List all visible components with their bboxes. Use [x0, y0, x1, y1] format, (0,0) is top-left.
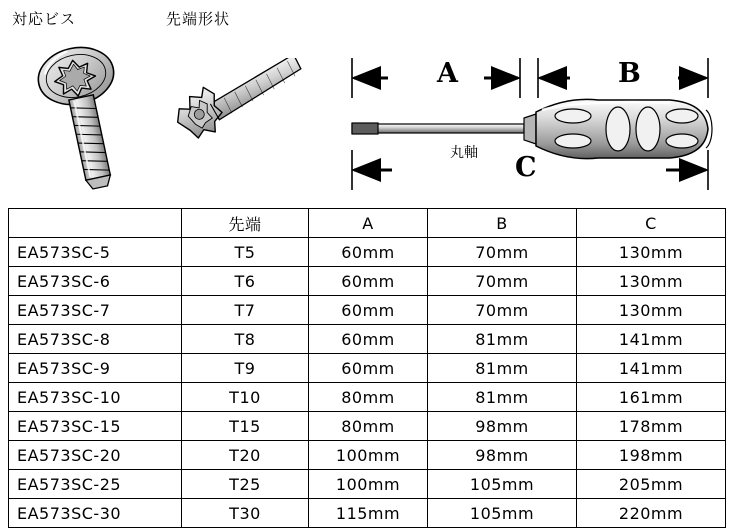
cell-c: 130mm: [577, 267, 726, 296]
cell-tip: T7: [182, 296, 309, 325]
cell-tip: T8: [182, 325, 309, 354]
dimension-letter-a: A: [437, 58, 458, 89]
cell-b: 70mm: [428, 267, 577, 296]
cell-b: 81mm: [428, 325, 577, 354]
cell-c: 130mm: [577, 238, 726, 267]
cell-a: 60mm: [309, 325, 428, 354]
cell-c: 220mm: [577, 499, 726, 528]
cell-c: 130mm: [577, 296, 726, 325]
cell-model: EA573SC-10: [9, 383, 182, 412]
cell-a: 60mm: [309, 354, 428, 383]
screw-type-label: 対応ビス: [12, 10, 77, 28]
header-b: B: [428, 209, 577, 238]
cell-b: 105mm: [428, 470, 577, 499]
table-row: [9, 325, 726, 354]
cell-model: EA573SC-25: [9, 470, 182, 499]
cell-model: EA573SC-15: [9, 412, 182, 441]
cell-tip: T5: [182, 238, 309, 267]
dimension-letter-c: C: [515, 152, 537, 183]
cell-model: EA573SC-9: [9, 354, 182, 383]
table-row: [9, 296, 726, 325]
cell-tip: T6: [182, 267, 309, 296]
cell-tip: T15: [182, 412, 309, 441]
table-row: [9, 354, 726, 383]
cell-b: 98mm: [428, 412, 577, 441]
cell-model: EA573SC-5: [9, 238, 182, 267]
torx-tip-illustration: [160, 58, 310, 168]
cell-tip: T30: [182, 499, 309, 528]
cell-model: EA573SC-30: [9, 499, 182, 528]
cell-model: EA573SC-20: [9, 441, 182, 470]
cell-b: 70mm: [428, 296, 577, 325]
table-row: [9, 499, 726, 528]
header-tip: 先端: [182, 209, 309, 238]
cell-a: 60mm: [309, 296, 428, 325]
table-row: [9, 441, 726, 470]
cell-c: 205mm: [577, 470, 726, 499]
cell-tip: T9: [182, 354, 309, 383]
cell-tip: T20: [182, 441, 309, 470]
cell-model: EA573SC-7: [9, 296, 182, 325]
tip-shape-label: 先端形状: [166, 10, 231, 28]
cell-c: 161mm: [577, 383, 726, 412]
dimension-letter-b: B: [618, 58, 641, 89]
cell-c: 178mm: [577, 412, 726, 441]
cell-model: EA573SC-6: [9, 267, 182, 296]
cell-a: 80mm: [309, 412, 428, 441]
cell-a: 100mm: [309, 441, 428, 470]
cell-c: 141mm: [577, 354, 726, 383]
round-shaft-label: 丸軸: [450, 145, 478, 161]
cell-model: EA573SC-8: [9, 325, 182, 354]
cell-b: 70mm: [428, 238, 577, 267]
cell-b: 81mm: [428, 383, 577, 412]
table-row: [9, 267, 726, 296]
cell-tip: T25: [182, 470, 309, 499]
header-model: [9, 209, 182, 238]
table-header-row: [9, 209, 726, 238]
cell-a: 115mm: [309, 499, 428, 528]
header-c: C: [577, 209, 726, 238]
table-row: [9, 470, 726, 499]
cell-a: 60mm: [309, 267, 428, 296]
header-a: A: [309, 209, 428, 238]
cell-b: 98mm: [428, 441, 577, 470]
table-row: [9, 238, 726, 267]
cell-c: 198mm: [577, 441, 726, 470]
cell-c: 141mm: [577, 325, 726, 354]
cell-b: 81mm: [428, 354, 577, 383]
cell-a: 100mm: [309, 470, 428, 499]
cell-a: 80mm: [309, 383, 428, 412]
specification-table: [8, 208, 726, 528]
cell-tip: T10: [182, 383, 309, 412]
torx-screw-illustration: [14, 38, 154, 198]
table-row: [9, 412, 726, 441]
table-row: [9, 383, 726, 412]
cell-a: 60mm: [309, 238, 428, 267]
cell-b: 105mm: [428, 499, 577, 528]
